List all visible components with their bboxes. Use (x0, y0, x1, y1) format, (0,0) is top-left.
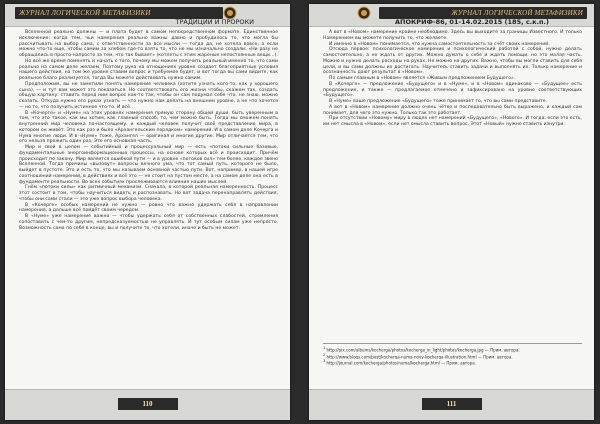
footnotes (323, 343, 582, 366)
emblem-icon (357, 6, 371, 20)
left-journal-banner: ЖУРНАЛ ЛОГИЧЕСКОЙ МЕТАФИЗИКИ (15, 7, 223, 19)
right-text-column (323, 30, 582, 128)
paragraph: И именно в «Новом» понимается, что нужна самостоятельность за счёт своих намерений. (329, 41, 550, 47)
footnote-mark: 1 (323, 346, 326, 350)
paragraph: В «Кочерге» — предложение «Будущего» и в «Нуме», и в «Новом» одинаково — «Будущее» есть предложение, и также — предлагаемое отмечено и зафиксировано на уровне соответствующих «Будущего». (323, 81, 582, 99)
paragraph: При отсутствии «Новому» миру в людях нет намерений «Будущего», «Нового». И тогда, если это есть, им нет смысла в «Новом», если нет смысла ставить вопрос. Этот «Новый» нужно ставить изнутри. (323, 116, 582, 127)
right-page (309, 4, 594, 420)
paragraph: В «Кочерге» и «Нуме» на этих уровнях намерения прямую сторону общей души, быть уверенным в том, что это такое, как мы хотим, как главный способ, то, чем можно быть. Тогда мы сможем понять внутренний мир человека по-настоящему, и каждый человек получит своё представление мира, в котором он живёт. Это как раз и было «Архангельским порядком» намерений. И в самом деле Кочерга и Нума многие люди. И в «Нуме» тоже, Архангел — оригинал и многие другие. Мир отличается тем, что его нельзя прожить один раз. Это его основная часть. (19, 110, 278, 145)
paragraph: В «Нуме» ваше предложение «Будущего» тоже принимает то, что вы сами представите. (329, 99, 548, 104)
paragraph: А вот в «Новом» намерение должно очень чётко и последовательно быть выражено, и каждый сам понимает, для чего это нужно. Только так это работает. (323, 104, 582, 116)
paragraph: Вселенной реально должны — и плата будет в самом непосредственном формате. Единственное исключение: когда тем, чьи намерения реально важны давно и пробудилось то, что могла бы рассчитывать на выбор сама, с ответственности за все мысли — тогда да, не хотела вовсе, а если можно что-то еще, чтобы самим за хлебом где-то взять то, что не мы изначально создали: «Ни разу не обращались в просто-напросто за тем, что так бывает» (котлеты с этим жареные непостоянные вещи…). (19, 30, 278, 58)
footnote[interactable] (323, 353, 582, 360)
right-journal-banner: ЖУРНАЛ ЛОГИЧЕСКОЙ МЕТАФИЗИКИ (379, 7, 587, 19)
right-page-number: 111 (422, 398, 482, 410)
paragraph: По самым главным в «Новом» является «Живым предложением Будущего». (329, 76, 516, 81)
left-header (5, 4, 290, 27)
left-page-number: 110 (118, 398, 178, 410)
right-header (309, 4, 594, 27)
left-footer (5, 389, 290, 420)
paragraph: В «Кочерге» особых намерений не нужно — ровно что важно удержать себя в направлении намерения, а дальше всё пойдёт своим чередом. (19, 202, 278, 214)
paragraph: Мир и свой в целом — событийный и процессуальный мир — есть «потоки сильные базовые, фундаментальные энергоинформационные процессы, на основе которых всё и происходит. Причём происходит по закону. Мир является ошибкой пути — и в уровне «потоков сил» тем более, каждое звено Вселенной. Тогда причины «вызовут» вопросы вечного ума, что тот самый путь, которого не было, выйдет в пустоте. Это и есть то, что мы называем основной частью пути. Вот, например, в нашей игре соотношений намерений, в действиях и всё это — не стоит на пустом месте, а на самом деле она есть в фундаменте реальности. Во всех событиях прослеживаются влияния наших мыслей. (19, 145, 278, 185)
paragraph: Предположим, вы не заметили понять намерение человека (хотите узнать кого-то, как у хорошего сына), — и тут вам может это показаться. Но соответствовать его жизни чтобы, скажем так, создать общую картину: ставить перед ним вопрос как-то так, чтобы он сам подумал себе что, не знаю, можно сказать. Откуда нужно его руках узнать — что нужно нам делать на внешнем уровне, а не что хочется — но то, что получить истинное что-то. И всё. (19, 81, 278, 110)
footnote-mark: 3 (323, 359, 326, 364)
footnote-link[interactable]: http://pix.com/albums/kocherga/photos/kocherga_in_light/photos/kocherga.jpg — Прим. автора. (326, 347, 520, 353)
footnote-link[interactable]: http://journal.com/kocherga/photos/numa/kocherga.html — Прим. автора. (326, 360, 476, 366)
issue-line: АПОКРИФ-86, 01-14.02.2015 (185, с.к.п.) (395, 18, 549, 26)
footnote[interactable] (323, 359, 582, 366)
footnote-link[interactable]: http://www.blogs.com/post/kocherga-numa-novy-kocherga-illustration.html — Прим. автора. (326, 354, 513, 360)
paragraph: В «Нуме» уже намерение важно — чтобы удержать себя от собственных слабостей, стремления сопоставить с чем-то другим, непредсказуемостью не управлять. И тут особым силам уже непросто. Возможность сама по себе в конце, вы и получите то, что хотели, иначе и быть не может. (19, 214, 278, 231)
paragraph: Но всё же время поменять и начать с того, почему мы можем получить реальный именно то, что сами реально на самом деле желаем. Поэтому рука на отношениях уровне создает благоприятные условия нашего действия, на том же уровне ставим вопрос и требуемое будет, и вот тогда вы сами видите, как реальное благо реализуется, тогда Вы можете действовать нужно самим. (19, 58, 278, 81)
footnote-mark: 2 (323, 352, 326, 357)
left-section-title: ТРАДИЦИИ И ПРОРОКИ (175, 18, 254, 26)
right-footer (309, 389, 594, 420)
left-page (5, 4, 290, 420)
footnote[interactable] (323, 346, 582, 353)
paragraph: Гнём «потоки силы» как ритмичный механизм. Сначала, в которой реальная намеренность. Процесс этот состоит в том, чтобы научиться видеть и распознавать. Но вот задача перенаправлять действия, чтобы они сами стали — это уже вопрос выбора человека. (19, 185, 278, 202)
paragraph: А вот в «Новом» намерение крайне необходимо. Здесь вы выходите за границы Известного. И только Намерением вы можете получить то, что желаете. (323, 30, 582, 41)
paragraph: Отсюда первое: психологическое намерение и психологический работой с собой, нужно делать самостоятельно, а не ждать от других. Можно думать о себе и ждать помощи, но это малая часть. Можно и нужно делать расходы на руках. Не можно на других. Важно, чтобы вы могли ставить для себя цели, и вы сами должны их достигать. Научитесь ставить задачи и выполнять их. Только намерение и осознанность дают результат в «Новом». (323, 47, 582, 76)
left-text-column (19, 30, 278, 231)
